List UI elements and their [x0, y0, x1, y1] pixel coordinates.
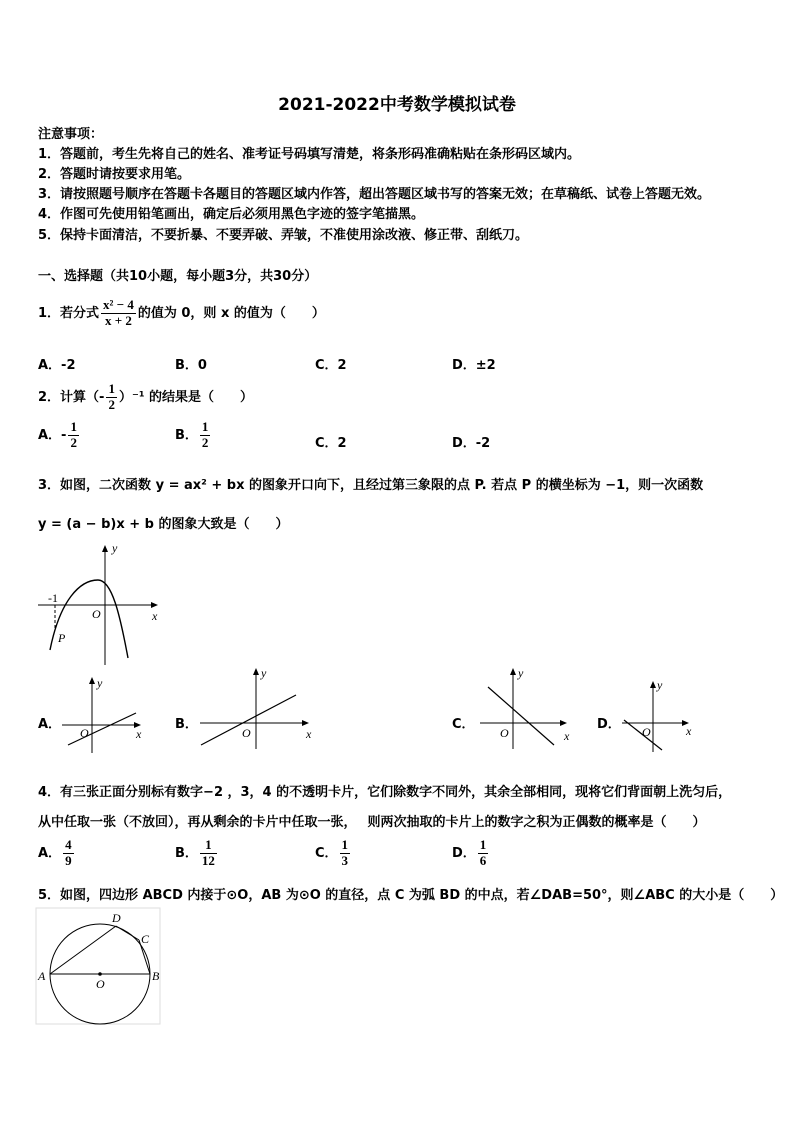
q3-option-b-label: B．	[175, 717, 198, 732]
q2-prefix: 2．计算（-	[38, 389, 105, 405]
q4-b-num: 1	[200, 838, 217, 854]
q2-b-den: 2	[201, 434, 209, 450]
q1-suffix: 的值为 0，则 x 的值为（ ）	[137, 305, 325, 321]
q4-a-label: A．	[38, 845, 62, 861]
q2-suffix: ）⁻¹ 的结果是（ ）	[118, 389, 254, 405]
q1-denominator: x + 2	[104, 312, 132, 328]
q3a-origin: O	[80, 726, 89, 740]
q3-y-arrow	[102, 545, 108, 552]
q1-option-a: A．-2	[38, 358, 76, 373]
q3-point-p-label: P	[58, 631, 66, 645]
q3a-y-label: y	[97, 676, 103, 690]
q4-a-den: 9	[65, 852, 72, 868]
q4-d-num: 1	[479, 837, 487, 852]
page-title: 2021-2022中考数学模拟试卷	[278, 95, 516, 115]
q4-a-num: 4	[65, 837, 72, 852]
question-5: 5．如图，四边形 ABCD 内接于⊙O，AB 为⊙O 的直径，点 C 为弧 BD 的中点，若∠DAB=50°，则∠ABC 的大小是（ ）	[38, 888, 784, 903]
notice-heading: 注意事项：	[38, 127, 104, 142]
question-4-line2: 从中任取一张（不放回），再从剩余的卡片中任取一张， 则两次抽取的卡片上的数字之积为正偶数的概率是（ ）	[38, 815, 706, 830]
q4-d-label: D．	[452, 845, 476, 861]
q5-chord-dc	[116, 926, 139, 940]
q1-fraction	[101, 298, 136, 329]
q4-c-den: 3	[341, 852, 349, 868]
q5-label-b: B	[152, 969, 160, 983]
q4-a-fraction	[63, 838, 74, 869]
q5-label-o: O	[96, 977, 105, 991]
q5-label-d: D	[112, 911, 121, 925]
q3a-line	[68, 713, 136, 745]
q2-denominator: 2	[108, 396, 115, 412]
q3-parabola-figure	[30, 540, 170, 670]
section-heading: 一、选择题（共10小题，每小题3分，共30分）	[38, 269, 318, 284]
q5-label-a: A	[38, 969, 46, 983]
notice-item-1: 1．答题前，考生先将自己的姓名、准考证号码填写清楚，将条形码准确粘贴在条形码区域内。	[38, 147, 581, 162]
q3b-x-arrow	[302, 720, 309, 726]
q3b-x-label: x	[306, 727, 312, 741]
notice-item-4: 4．作图可先使用铅笔画出，确定后必须用黑色字迹的签字笔描黑。	[38, 207, 425, 222]
q3d-origin: O	[642, 725, 651, 739]
q2-b-num: 1	[201, 419, 209, 434]
q3-option-d-label: D．	[597, 717, 621, 732]
q4-option-d	[452, 838, 490, 869]
q2-a-num: 1	[70, 419, 77, 434]
question-3-line2: y = (a − b)x + b 的图象大致是（ ）	[38, 517, 289, 532]
q4-option-a	[38, 838, 76, 869]
q3b-origin: O	[242, 726, 251, 740]
q3-option-d-graph	[620, 678, 700, 753]
q5-circle-figure	[36, 908, 166, 1028]
q5-center-dot	[98, 972, 102, 976]
question-1	[38, 298, 325, 329]
q3-minus1-label: -1	[48, 591, 58, 605]
q4-b-den: 12	[201, 852, 215, 868]
q1-option-d: D．±2	[452, 358, 496, 373]
q2-option-a	[38, 420, 81, 451]
notice-item-2: 2．答题时请按要求用笔。	[38, 167, 191, 182]
q3-parabola-curve	[50, 580, 128, 658]
q4-c-num: 1	[341, 837, 349, 852]
q3b-y-arrow	[253, 668, 259, 675]
q3d-y-label: y	[657, 678, 663, 692]
q3c-x-arrow	[560, 720, 567, 726]
q5-figure-frame	[36, 908, 160, 1024]
q4-option-b	[175, 838, 219, 869]
q2-fraction	[106, 382, 117, 413]
q4-option-c	[315, 838, 352, 869]
q2-option-d: D．-2	[452, 436, 491, 451]
q3d-x-label: x	[686, 724, 692, 738]
q2-option-c: C．2	[315, 436, 347, 451]
q3-y-label: y	[112, 541, 118, 555]
q2-option-b	[175, 420, 212, 451]
q4-c-label: C．	[315, 845, 338, 861]
q2-a-label: A．-	[38, 427, 67, 443]
q1-option-b: B．0	[175, 358, 207, 373]
question-3-line1: 3．如图，二次函数 y = ax² + bx 的图象开口向下，且经过第三象限的点 P. 若点 P 的横坐标为 −1，则一次函数	[38, 478, 704, 493]
q2-b-label: B．	[175, 427, 198, 443]
q5-label-c: C	[141, 932, 150, 946]
q3a-y-arrow	[89, 677, 95, 684]
q3-origin-label: O	[92, 607, 101, 621]
q4-d-fraction	[478, 838, 489, 869]
q3c-x-label: x	[564, 729, 570, 743]
q3c-origin: O	[500, 726, 509, 740]
q4-b-label: B．	[175, 845, 198, 861]
q3-x-label: x	[152, 609, 158, 623]
notice-item-3: 3．请按照题号顺序在答题卡各题目的答题区域内作答，超出答题区域书写的答案无效；在草稿纸、试卷上答题无效。	[38, 187, 711, 202]
q2-a-fraction	[68, 420, 79, 451]
q3b-y-label: y	[261, 666, 267, 680]
q5-chord-ad	[50, 926, 116, 974]
q4-b-fraction	[200, 838, 217, 869]
q2-a-den: 2	[70, 434, 77, 450]
q3-option-c-graph	[478, 665, 578, 750]
q2-numerator: 1	[108, 381, 115, 396]
q3-option-a-graph	[60, 675, 150, 755]
q4-c-fraction	[340, 838, 351, 869]
q4-d-den: 6	[479, 852, 487, 868]
question-4-line1: 4．有三张正面分别标有数字−2 ，3，4 的不透明卡片，它们除数字不同外，其余全部相同，现将它们背面朝上洗匀后，	[38, 785, 732, 800]
q1-prefix: 1．若分式	[38, 305, 100, 321]
q3-option-b-graph	[198, 665, 323, 750]
q3-x-arrow	[151, 602, 158, 608]
q2-b-fraction	[200, 420, 211, 451]
q3-option-c-label: C．	[452, 717, 475, 732]
q3d-y-arrow	[650, 681, 656, 688]
q1-option-c: C．2	[315, 358, 347, 373]
q3c-y-arrow	[510, 668, 516, 675]
q3c-line	[488, 687, 554, 745]
notice-item-5: 5．保持卡面清洁，不要折暴、不要弄破、弄皱，不准使用涂改液、修正带、刮纸刀。	[38, 228, 529, 243]
q1-numerator: x² − 4	[103, 297, 134, 312]
question-2	[38, 382, 253, 413]
q3c-y-label: y	[518, 666, 524, 680]
q3-option-a-label: A．	[38, 717, 62, 732]
q3a-x-label: x	[136, 727, 142, 741]
